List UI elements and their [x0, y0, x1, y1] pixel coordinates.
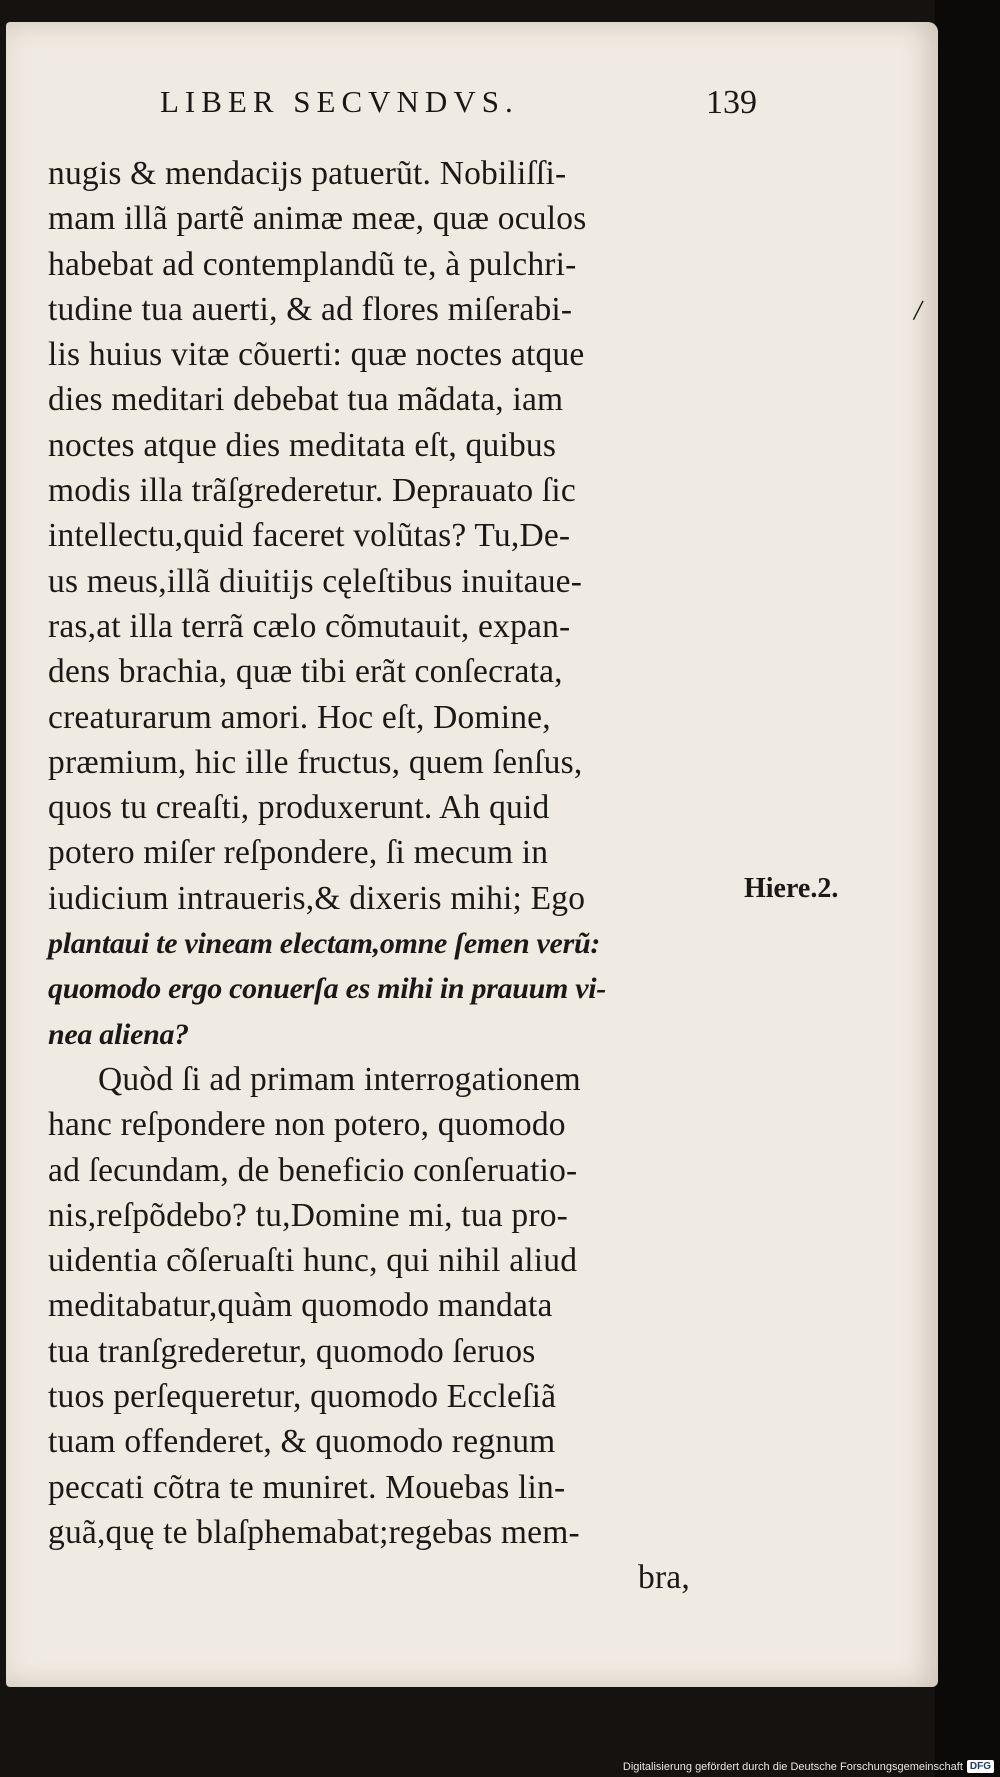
book-page	[6, 22, 938, 1687]
page-number: 139	[706, 84, 757, 121]
text-line: noctes atque dies meditata eſt, quibus	[48, 426, 557, 464]
margin-note-reference: Hiere.2.	[744, 873, 839, 904]
text-line: nis,reſpõdebo? tu,Domine mi, tua pro-	[48, 1196, 569, 1234]
text-line: ad ſecundam, de beneficio conſeruatio-	[48, 1151, 578, 1189]
binding-shadow	[935, 0, 1000, 1777]
text-line: intellectu,quid faceret volũtas? Tu,De-	[48, 517, 571, 555]
scripture-quote-line: plantaui te vineam electam,omne ſemen verũ:	[48, 927, 601, 961]
text-line: tudine tua auerti, & ad flores miſerabi-	[48, 290, 573, 328]
text-line: potero miſer reſpondere, ſi mecum in	[48, 834, 549, 872]
paragraph-first-line: Quòd ſi ad primam interrogationem	[98, 1060, 581, 1098]
text-line: modis illa trãſgrederetur. Deprauato ſic	[48, 472, 576, 510]
margin-slash-mark: /	[911, 293, 925, 328]
digitization-credit	[623, 1760, 994, 1773]
credit-text: Digitalisierung gefördert durch die Deutsche Forschungsgemeinschaft	[622, 1760, 963, 1773]
text-line: tuam offenderet, & quomodo regnum	[48, 1423, 556, 1461]
text-line: guã,quę te blaſphemabat;regebas mem-	[48, 1513, 580, 1551]
text-line: dens brachia, quæ tibi erãt conſecrata,	[48, 653, 563, 691]
text-line: habebat ad contemplandũ te, à pulchri-	[48, 245, 577, 283]
text-line: mam illã partẽ animæ meæ, quæ oculos	[48, 200, 587, 238]
text-line: tua tranſgrederetur, quomodo ſeruos	[48, 1332, 536, 1370]
text-line: lis huius vitæ cõuerti: quæ noctes atque	[48, 336, 585, 374]
text-line: quos tu creaſti, produxerunt. Ah quid	[48, 789, 550, 827]
text-line: præmium, hic ille fructus, quem ſenſus,	[48, 743, 583, 781]
text-line: nugis & mendacijs patuerũt. Nobiliſſi-	[48, 155, 567, 192]
text-line: meditabatur,quàm quomodo mandata	[48, 1287, 553, 1325]
running-head: LIBER SECVNDVS.	[160, 84, 519, 119]
text-line: iudicium intraueris,& dixeris mihi; Ego	[48, 879, 586, 917]
text-line: hanc reſpondere non potero, quomodo	[48, 1106, 566, 1144]
text-line: peccati cõtra te muniret. Mouebas lin-	[48, 1468, 566, 1506]
dfg-logo-icon: DFG	[967, 1760, 994, 1773]
text-block	[48, 151, 738, 1601]
text-line: dies meditari debebat tua mãdata, iam	[48, 381, 564, 419]
scripture-quote-line: quomodo ergo conuerſa es mihi in prauum vi-	[48, 972, 606, 1006]
catchword: bra,	[638, 1559, 690, 1597]
scripture-quote-line: nea aliena?	[48, 1017, 189, 1051]
text-line: ras,at illa terrã cælo cõmutauit, expan-	[48, 607, 571, 645]
text-line: tuos perſequeretur, quomodo Eccleſiã	[48, 1378, 557, 1416]
text-line: creaturarum amori. Hoc eſt, Domine,	[48, 698, 551, 736]
text-line: uidentia cõſeruaſti hunc, qui nihil aliud	[48, 1242, 578, 1280]
text-line: us meus,illã diuitijs cęleſtibus inuitaue-	[48, 562, 583, 600]
